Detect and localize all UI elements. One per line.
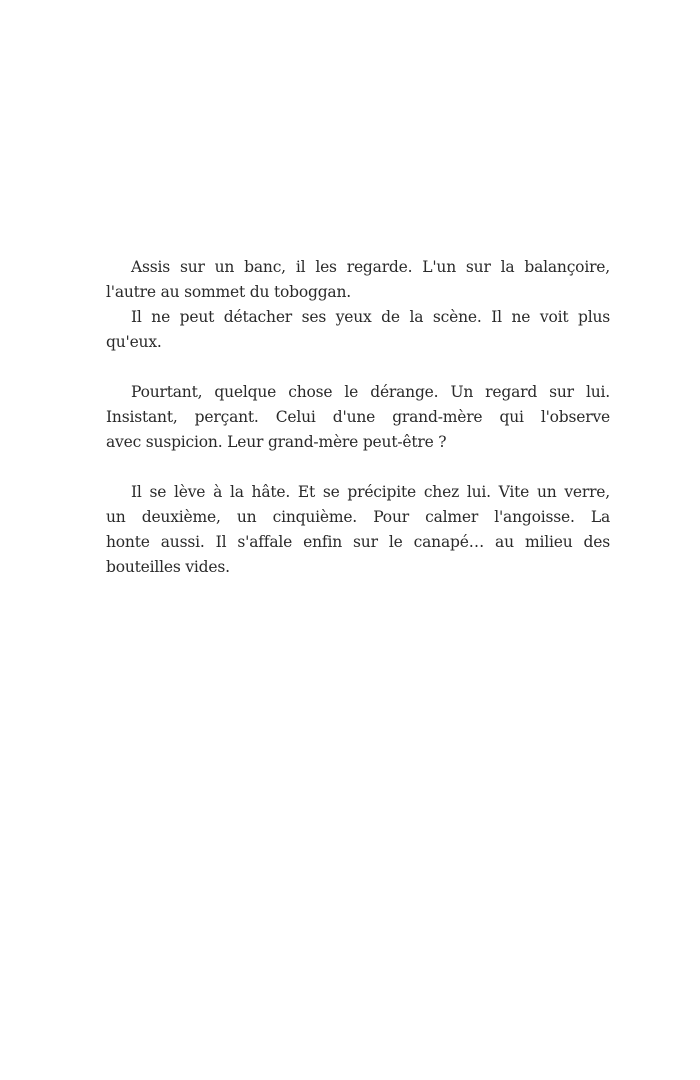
text-line: Il ne peut détacher ses yeux de la scène. Il ne voit plus xyxy=(131,308,610,326)
text-line: qu'eux. xyxy=(106,333,162,351)
paragraph-1 xyxy=(106,255,610,305)
text-line: l'autre au sommet du toboggan. xyxy=(106,283,351,301)
text-line: Assis sur un banc, il les regarde. L'un sur la balançoire, xyxy=(131,258,610,276)
text-line: Insistant, perçant. Celui d'une grand-mère qui l'observe xyxy=(106,408,610,426)
page-text xyxy=(106,255,610,580)
text-line: bouteilles vides. xyxy=(106,558,230,576)
paragraph-2 xyxy=(106,305,610,355)
paragraph-4 xyxy=(106,480,610,580)
text-line: honte aussi. Il s'affale enfin sur le canapé… au milieu des xyxy=(106,533,610,551)
text-line: avec suspicion. Leur grand-mère peut-être ? xyxy=(106,433,447,451)
text-line: Pourtant, quelque chose le dérange. Un regard sur lui. xyxy=(131,383,610,401)
text-line: Il se lève à la hâte. Et se précipite chez lui. Vite un verre, xyxy=(131,483,610,501)
paragraph-3 xyxy=(106,380,610,455)
text-line: un deuxième, un cinquième. Pour calmer l'angoisse. La xyxy=(106,508,610,526)
